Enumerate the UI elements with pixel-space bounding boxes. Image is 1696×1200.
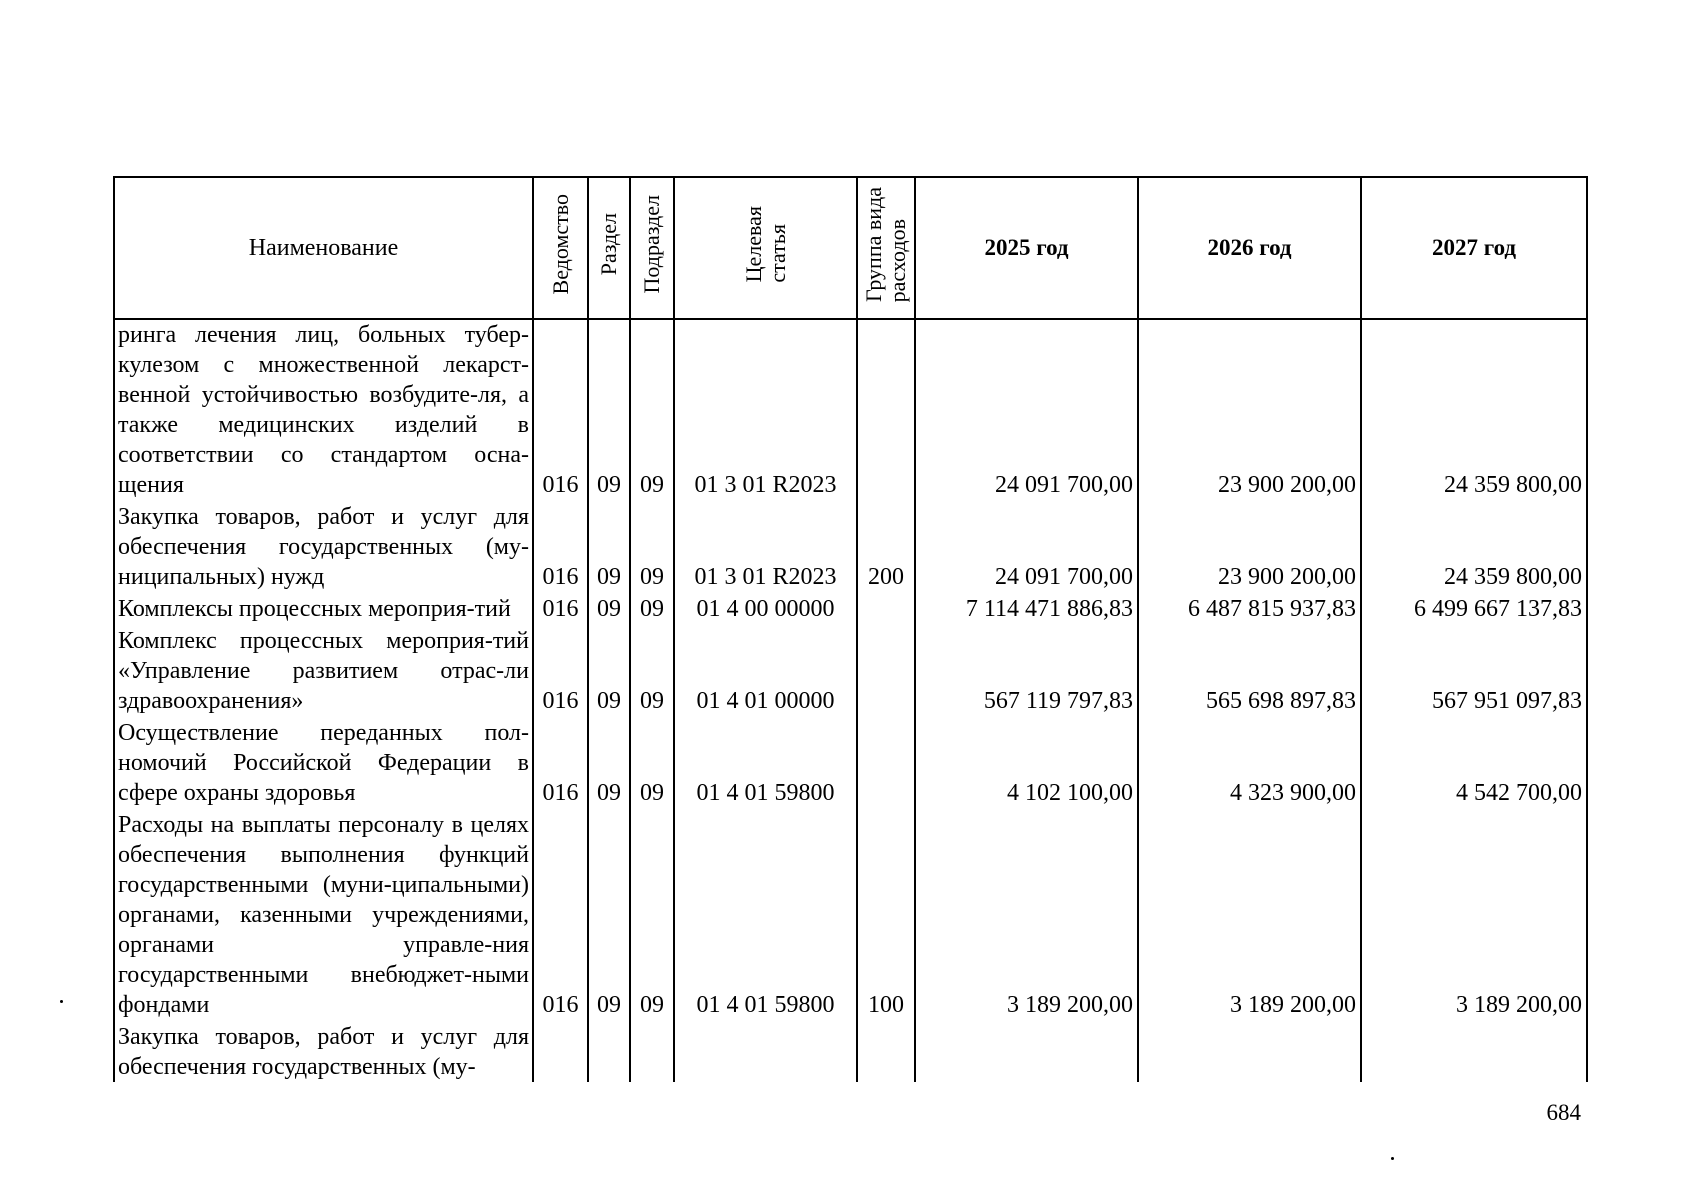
header-2027: 2027 год bbox=[1361, 177, 1587, 319]
header-department-label: Ведомство bbox=[547, 194, 573, 295]
table-row bbox=[114, 626, 1587, 718]
row-2025: 3 189 200,00 bbox=[915, 810, 1138, 1022]
row-section bbox=[588, 1022, 630, 1082]
row-department: 016 bbox=[533, 502, 588, 594]
row-2027: 24 359 800,00 bbox=[1361, 502, 1587, 594]
row-section: 09 bbox=[588, 319, 630, 502]
row-group bbox=[857, 718, 915, 810]
row-target: 01 4 01 59800 bbox=[674, 718, 857, 810]
row-2025: 24 091 700,00 bbox=[915, 319, 1138, 502]
header-2026: 2026 год bbox=[1138, 177, 1361, 319]
row-2025 bbox=[915, 1022, 1138, 1082]
row-group: 200 bbox=[857, 502, 915, 594]
row-subsection: 09 bbox=[630, 810, 674, 1022]
row-subsection: 09 bbox=[630, 502, 674, 594]
row-department: 016 bbox=[533, 319, 588, 502]
row-section: 09 bbox=[588, 594, 630, 626]
table-row bbox=[114, 1022, 1587, 1082]
row-department: 016 bbox=[533, 594, 588, 626]
row-2027: 4 542 700,00 bbox=[1361, 718, 1587, 810]
row-group bbox=[857, 319, 915, 502]
row-2026: 565 698 897,83 bbox=[1138, 626, 1361, 718]
table-header-row bbox=[114, 177, 1587, 319]
row-name: Комплекс процессных мероприя-тий «Управление развитием отрас-ли здравоохранения» bbox=[114, 626, 533, 718]
row-subsection: 09 bbox=[630, 718, 674, 810]
header-expense-group-label-2: расходов bbox=[885, 218, 910, 302]
row-group bbox=[857, 594, 915, 626]
row-2026: 23 900 200,00 bbox=[1138, 319, 1361, 502]
row-subsection: 09 bbox=[630, 626, 674, 718]
row-2026: 23 900 200,00 bbox=[1138, 502, 1361, 594]
row-section: 09 bbox=[588, 626, 630, 718]
header-subsection bbox=[630, 177, 674, 319]
row-2027: 6 499 667 137,83 bbox=[1361, 594, 1587, 626]
row-department: 016 bbox=[533, 626, 588, 718]
row-department bbox=[533, 1022, 588, 1082]
row-subsection: 09 bbox=[630, 319, 674, 502]
row-2026: 4 323 900,00 bbox=[1138, 718, 1361, 810]
table-row bbox=[114, 718, 1587, 810]
row-2025: 4 102 100,00 bbox=[915, 718, 1138, 810]
header-section bbox=[588, 177, 630, 319]
row-section: 09 bbox=[588, 502, 630, 594]
row-department: 016 bbox=[533, 810, 588, 1022]
row-target: 01 4 01 59800 bbox=[674, 810, 857, 1022]
scan-speck bbox=[60, 1000, 63, 1003]
header-target-label-1: Целевая bbox=[740, 206, 766, 283]
header-expense-group-label-1: Группа вида bbox=[861, 187, 886, 302]
row-department: 016 bbox=[533, 718, 588, 810]
row-subsection: 09 bbox=[630, 594, 674, 626]
row-2026: 6 487 815 937,83 bbox=[1138, 594, 1361, 626]
row-target: 01 3 01 R2023 bbox=[674, 319, 857, 502]
row-2025: 7 114 471 886,83 bbox=[915, 594, 1138, 626]
row-2026 bbox=[1138, 1022, 1361, 1082]
row-name: Комплексы процессных мероприя-тий bbox=[114, 594, 533, 626]
header-department bbox=[533, 177, 588, 319]
header-expense-group bbox=[857, 177, 915, 319]
budget-table bbox=[113, 176, 1588, 1082]
table-row bbox=[114, 594, 1587, 626]
page-number: 684 bbox=[1546, 1100, 1581, 1125]
row-2027 bbox=[1361, 1022, 1587, 1082]
header-2025: 2025 год bbox=[915, 177, 1138, 319]
row-2026: 3 189 200,00 bbox=[1138, 810, 1361, 1022]
row-2025: 24 091 700,00 bbox=[915, 502, 1138, 594]
table-row bbox=[114, 810, 1587, 1022]
row-name: ринга лечения лиц, больных тубер-кулезом с множественной лекарст-венной устойчивостью возбудите-ля, а также медицинских изделий в соответствии со стандартом осна-щения bbox=[114, 319, 533, 502]
row-2027: 567 951 097,83 bbox=[1361, 626, 1587, 718]
row-target: 01 3 01 R2023 bbox=[674, 502, 857, 594]
row-target bbox=[674, 1022, 857, 1082]
row-target: 01 4 01 00000 bbox=[674, 626, 857, 718]
row-group bbox=[857, 626, 915, 718]
row-name: Осуществление переданных пол-номочий Российской Федерации в сфере охраны здоровья bbox=[114, 718, 533, 810]
row-section: 09 bbox=[588, 718, 630, 810]
row-2027: 24 359 800,00 bbox=[1361, 319, 1587, 502]
row-name: Расходы на выплаты персоналу в целях обеспечения выполнения функций государственными (муни-ципальными) органами, казенными учреждениями, органами управле-ния государственными внебюджет-ными фондами bbox=[114, 810, 533, 1022]
row-group bbox=[857, 1022, 915, 1082]
row-section: 09 bbox=[588, 810, 630, 1022]
row-name: Закупка товаров, работ и услуг для обеспечения государственных (му-ниципальных) нужд bbox=[114, 502, 533, 594]
header-target-label-2: статья bbox=[764, 224, 790, 283]
table-row bbox=[114, 319, 1587, 502]
header-target bbox=[674, 177, 857, 319]
header-name: Наименование bbox=[114, 177, 533, 319]
row-target: 01 4 00 00000 bbox=[674, 594, 857, 626]
header-section-label: Раздел bbox=[596, 213, 621, 276]
row-2027: 3 189 200,00 bbox=[1361, 810, 1587, 1022]
row-subsection bbox=[630, 1022, 674, 1082]
header-subsection-label: Подраздел bbox=[639, 195, 664, 294]
table-row bbox=[114, 502, 1587, 594]
row-name: Закупка товаров, работ и услуг для обеспечения государственных (му- bbox=[114, 1022, 533, 1082]
row-2025: 567 119 797,83 bbox=[915, 626, 1138, 718]
scan-speck bbox=[1391, 1157, 1394, 1160]
row-group: 100 bbox=[857, 810, 915, 1022]
